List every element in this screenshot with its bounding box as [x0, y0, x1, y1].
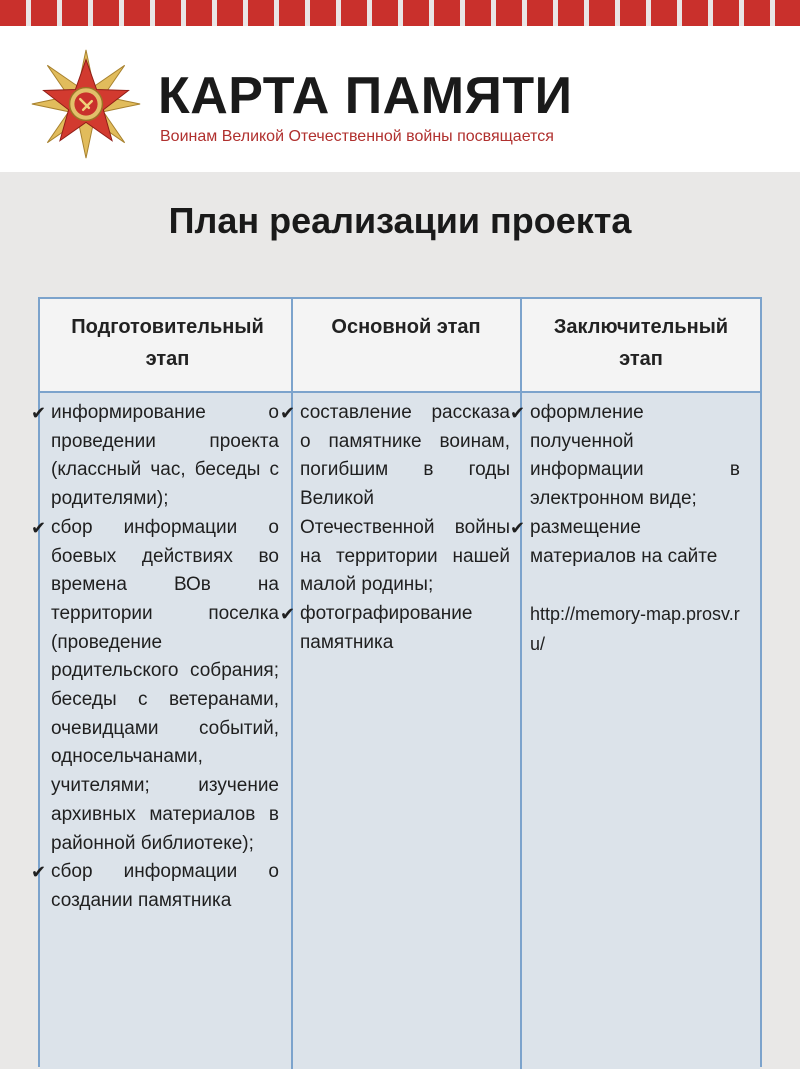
main-stage-cell [280, 399, 510, 657]
check-icon: ✔ [280, 403, 296, 423]
list-item: ✔ оформление полученной информации в электронном виде; [530, 399, 740, 514]
list-item: ✔ информирование о проведении проекта (классный час, беседы с родителями); [51, 399, 279, 514]
decorative-top-stripe [0, 0, 800, 26]
list-item: ✔ сбор информации о боевых действиях во времена ВОв на территории поселка (проведение родительского собрания; беседы с ветеранами, очевидцами событий, односельчанами, учителями; изучение архивных материалов в районной библиотеке); [51, 514, 279, 858]
preparatory-stage-cell [31, 399, 279, 916]
check-icon: ✔ [31, 403, 47, 423]
site-url-link[interactable]: http://memory-map.prosv.ru/ [530, 604, 740, 655]
brand-title: КАРТА ПАМЯТИ [158, 67, 573, 125]
final-stage-cell [510, 399, 740, 659]
check-icon: ✔ [31, 517, 47, 538]
check-icon: ✔ [31, 862, 47, 883]
list-item: ✔ фотографирование памятника [300, 600, 510, 657]
list-item: ✔ сбор информации о создании памятника [51, 858, 279, 915]
page-title: План реализации проекта [168, 200, 632, 241]
header-preparatory-stage: Подготовительный этап [71, 316, 264, 370]
check-icon: ✔ [510, 403, 526, 423]
brand-subtitle: Воинам Великой Отечественной войны посвящается [160, 128, 554, 145]
list-item: ✔ составление рассказа о памятнике воинам, погибшим в годы Великой Отечественной войны на территории нашей малой родины; [300, 399, 510, 600]
plan-table [31, 297, 762, 1067]
check-icon: ✔ [510, 517, 526, 538]
header-final-stage: Заключительный этап [553, 316, 729, 370]
site-header [0, 26, 800, 172]
check-icon: ✔ [280, 603, 296, 624]
list-item: ✔ размещение материалов на сайте [530, 514, 740, 571]
order-star-logo-icon [28, 46, 144, 162]
header-main-stage: Основной этап [331, 316, 481, 338]
